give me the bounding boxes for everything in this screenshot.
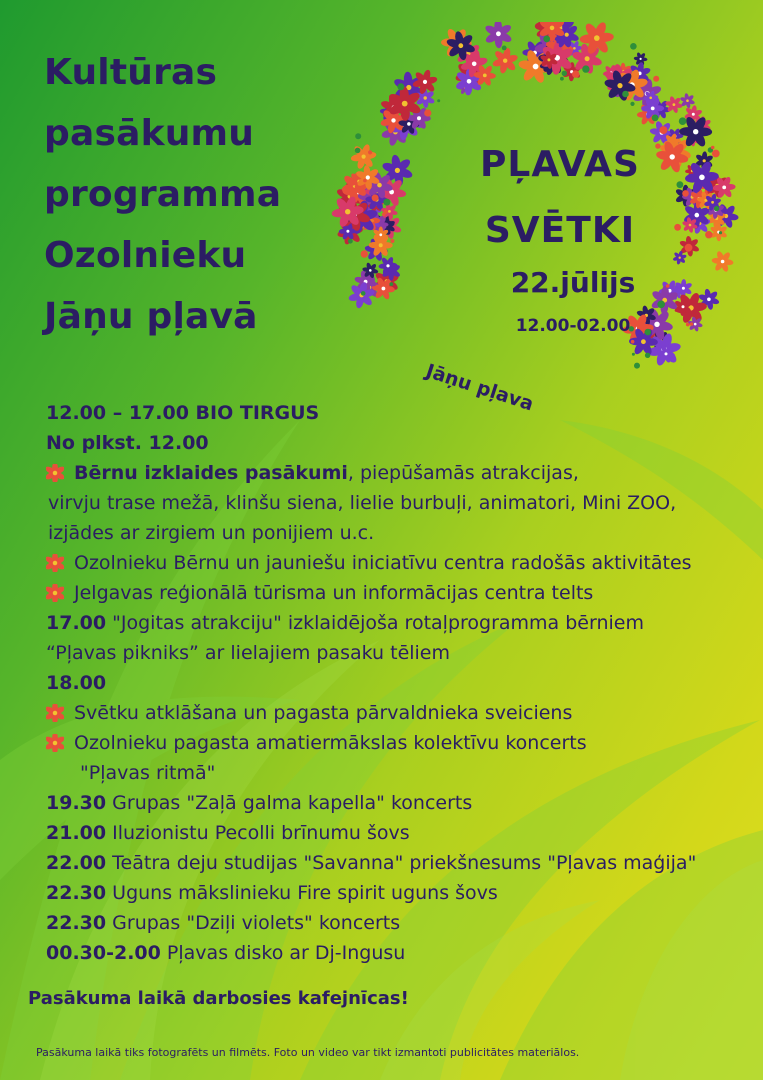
- wreath-flower-center: [382, 287, 386, 291]
- wreath-flower-center: [699, 175, 705, 181]
- wreath-leaf: [705, 231, 712, 238]
- wreath-leaf: [630, 102, 634, 106]
- wreath-leaf: [355, 148, 361, 154]
- wreath-flower-center: [693, 129, 698, 134]
- from-noon: No plkst. 12.00: [46, 432, 209, 454]
- wreath-flower-center: [402, 101, 408, 107]
- wreath-leaf: [560, 77, 564, 81]
- wreath-leaf: [622, 91, 629, 98]
- list-item: Ozolnieku pagasta amatiermākslas kolektīvu koncerts: [46, 728, 758, 758]
- wreath-leaf: [659, 126, 667, 134]
- wreath-flower-center: [640, 58, 642, 60]
- wreath-flower-center: [395, 168, 400, 173]
- wreath-leaf: [572, 70, 579, 77]
- wreath-flower-center: [679, 257, 681, 259]
- event-name-line-2: SVĒTKI: [484, 210, 636, 251]
- wreath-flower-center: [369, 269, 372, 272]
- wreath-flower-center: [641, 339, 646, 344]
- wreath-flower-center: [651, 107, 655, 111]
- wreath-leaf: [502, 46, 507, 51]
- wreath-flower-center: [377, 183, 382, 188]
- list-item: Jelgavas reģionālā tūrisma un informācijas centra telts: [46, 578, 758, 608]
- wreath-flower-center: [594, 35, 600, 41]
- title-line-3: programma: [44, 174, 282, 215]
- wreath-leaf: [631, 340, 635, 344]
- wreath-leaf: [361, 250, 368, 257]
- list-item: Ozolnieku Bērnu un jauniešu iniciatīvu centra radošās aktivitātes: [46, 548, 758, 578]
- wreath-flower-center: [388, 210, 391, 213]
- wreath-flower-center: [695, 213, 700, 218]
- program-list: [46, 398, 758, 968]
- wreath-leaf: [685, 244, 693, 252]
- wreath-flower-center: [682, 305, 685, 308]
- wreath-leaf: [582, 65, 589, 72]
- list-item-continued: izjādes ar zirgiem un ponijiem u.c.: [48, 522, 375, 544]
- wreath-flower-center: [689, 224, 692, 227]
- wreath-leaf: [383, 199, 390, 206]
- wreath-flower-center: [379, 233, 382, 236]
- wreath-flower-center: [585, 56, 590, 61]
- wreath-leaf: [714, 206, 719, 211]
- schedule-time: 18.00: [46, 672, 107, 694]
- wreath-leaf: [645, 353, 650, 358]
- schedule-item: 22.30 Uguns mākslinieku Fire spirit uguns šovs: [46, 882, 498, 904]
- wreath-leaf: [677, 181, 684, 188]
- wreath-flower-center: [533, 64, 539, 70]
- schedule-item: 17.00 "Jogitas atrakciju" izklaidējoša rotaļprogramma bērniem: [46, 612, 644, 634]
- wreath-leaf: [653, 76, 659, 82]
- wreath-leaf: [437, 99, 440, 102]
- flower-bullet-icon: [46, 464, 64, 482]
- program-title: [44, 42, 281, 347]
- flower-bullet-icon: [46, 584, 64, 602]
- wreath-flower-center: [496, 31, 501, 36]
- wreath-leaf: [355, 133, 361, 139]
- wreath-flower-center: [649, 97, 652, 100]
- wreath-leaf: [372, 194, 379, 201]
- wreath-flower-center: [483, 74, 487, 78]
- event-time: 12.00-02.00: [515, 316, 631, 336]
- wreath-leaf: [562, 71, 567, 76]
- wreath-leaf: [390, 239, 394, 243]
- wreath-flower-center: [417, 116, 421, 120]
- wreath-flower-center: [503, 59, 507, 63]
- schedule-item: 00.30-2.00 Pļavas disko ar Dj-Ingusu: [46, 942, 406, 964]
- wreath-leaf: [632, 353, 635, 356]
- wreath-leaf: [711, 146, 715, 150]
- wreath-flower-center: [565, 33, 569, 37]
- wreath-flower-center: [379, 243, 383, 247]
- flower-bullet-icon: [46, 704, 64, 722]
- wreath-leaf: [363, 179, 367, 183]
- wreath-flower-center: [424, 96, 427, 99]
- wreath-leaf: [382, 212, 386, 216]
- wreath-leaf: [679, 117, 687, 125]
- schedule-item: 22.30 Grupas "Dziļi violets" koncerts: [46, 912, 401, 934]
- wreath-leaf: [657, 301, 665, 309]
- wreath-flower-center: [692, 113, 695, 116]
- wreath-flower-center: [682, 287, 685, 290]
- wreath-leaf: [543, 36, 550, 43]
- wreath-flower: [479, 22, 519, 54]
- wreath-flower-center: [673, 103, 676, 106]
- flower-bullet-icon: [46, 554, 64, 572]
- wreath-flower-center: [407, 122, 411, 126]
- wreath-flower-center: [707, 298, 711, 302]
- wreath-leaf: [666, 284, 670, 288]
- wreath-leaf: [712, 150, 720, 158]
- wreath-leaf: [655, 143, 660, 148]
- wreath-flower-center: [362, 155, 366, 159]
- wreath-flower-center: [550, 26, 555, 31]
- title-line-1: Kultūras: [44, 52, 218, 93]
- event-name-line-1: PĻAVAS: [480, 144, 640, 185]
- wreath-flower-center: [547, 58, 550, 61]
- wreath-leaf: [348, 239, 353, 244]
- wreath-flower-center: [386, 264, 389, 267]
- wreath-flower-center: [722, 186, 726, 190]
- wreath-leaf: [674, 224, 681, 231]
- event-place: Jāņu pļava: [423, 360, 537, 416]
- wreath-flower-center: [670, 154, 675, 159]
- wreath-leaf: [682, 190, 689, 197]
- wreath-flower-center: [711, 201, 714, 204]
- list-item-continued: virvju trase mežā, klinšu siena, lielie burbuļi, animatori, Mini ZOO,: [48, 492, 677, 514]
- list-item: Svētku atklāšana un pagasta pārvaldnieka sveiciens: [46, 698, 758, 728]
- schedule-item-continued: “Pļavas pikniks” ar lielajiem pasaku tēliem: [46, 642, 451, 664]
- wreath-leaf: [368, 150, 372, 154]
- bio-market: 12.00 – 17.00 BIO TIRGUS: [46, 402, 320, 424]
- schedule-item: 22.00 Teātra deju studijas "Savanna" priekšnesums "Pļavas maģija": [46, 852, 697, 874]
- wreath-leaf: [719, 231, 722, 234]
- title-line-5: Jāņu pļavā: [44, 296, 258, 337]
- wreath-leaf: [424, 109, 431, 116]
- title-line-4: Ozolnieku: [44, 235, 247, 276]
- wreath-flower-center: [366, 175, 370, 179]
- wreath-flower-center: [458, 43, 463, 48]
- wreath-flower-center: [694, 323, 697, 326]
- wreath-leaf: [652, 115, 659, 122]
- wreath-flower-center: [467, 79, 472, 84]
- wreath-leaf: [397, 83, 404, 90]
- wreath-flower-center: [703, 159, 706, 162]
- wreath-leaf: [634, 363, 640, 369]
- wreath-leaf: [630, 43, 637, 50]
- wreath-flower-center: [665, 352, 668, 355]
- wreath-flower-center: [391, 118, 395, 122]
- wreath-flower-center: [472, 62, 477, 67]
- wreath-leaf: [686, 323, 690, 327]
- schedule-item: 21.00 Iluzionistu Pecolli brīnumu šovs: [46, 822, 410, 844]
- wreath-flower-center: [423, 80, 427, 84]
- title-line-2: pasākumu: [44, 113, 255, 154]
- event-date: 22.jūlijs: [510, 266, 636, 299]
- list-item-continued: "Pļavas ritmā": [80, 762, 216, 784]
- evening-schedule: [46, 788, 758, 968]
- wreath-flower-center: [346, 230, 349, 233]
- schedule-item: 19.30 Grupas "Zaļā galma kapella" koncerts: [46, 792, 473, 814]
- wreath-flower-center: [345, 209, 350, 214]
- wreath-flower-center: [686, 99, 689, 102]
- list-item: Bērnu izklaides pasākumi, piepūšamās atrakcijas,: [46, 458, 758, 488]
- wreath-leaf: [361, 291, 366, 296]
- flower-bullet-icon: [46, 734, 64, 752]
- wreath-flower-center: [617, 83, 622, 88]
- wreath-leaf: [389, 282, 393, 286]
- photo-notice: Pasākuma laikā tiks fotografēts un filmēts. Foto un video var tikt izmantoti publicitātes materiālos.: [36, 1046, 580, 1059]
- cafes-notice: Pasākuma laikā darbosies kafejnīcas!: [28, 988, 409, 1009]
- wreath-flower-center: [573, 47, 576, 50]
- wreath-flower-center: [721, 260, 725, 264]
- wreath-leaf: [690, 322, 693, 325]
